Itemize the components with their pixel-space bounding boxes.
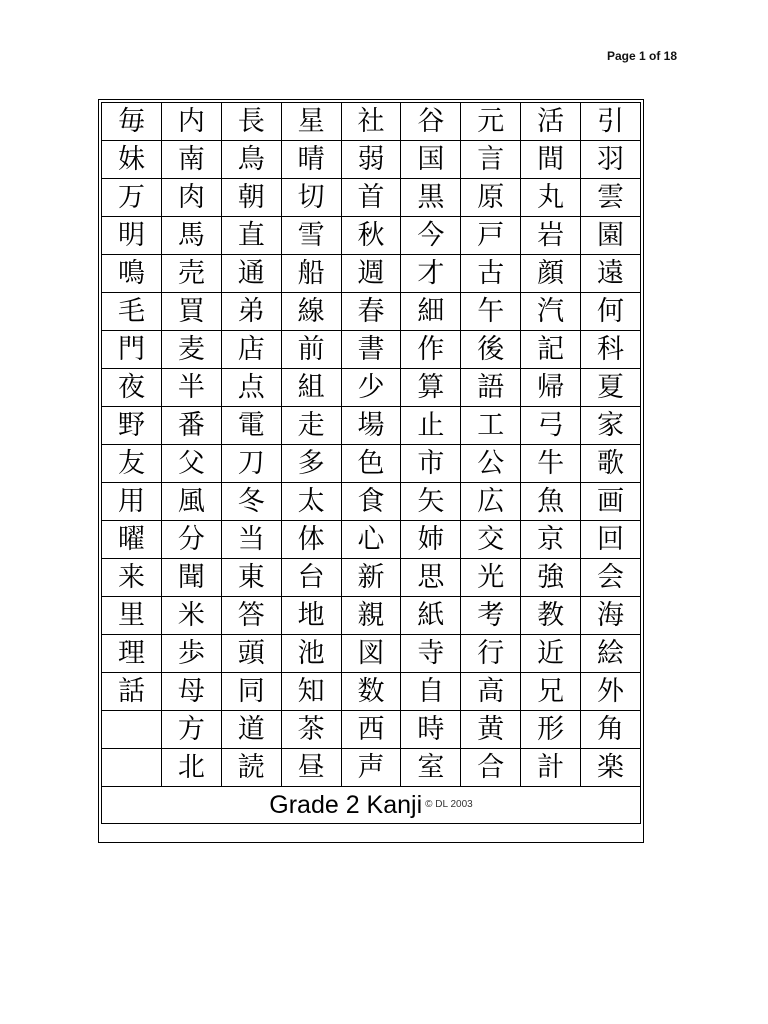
kanji-cell: 春	[341, 293, 401, 331]
kanji-row	[102, 521, 641, 559]
kanji-cell: 昼	[281, 749, 341, 787]
kanji-cell: 記	[521, 331, 581, 369]
kanji-cell: 間	[521, 141, 581, 179]
kanji-cell: 姉	[401, 521, 461, 559]
kanji-cell: 歌	[581, 445, 641, 483]
kanji-cell: 北	[161, 749, 221, 787]
kanji-cell: 店	[221, 331, 281, 369]
copyright-note: © DL 2003	[425, 799, 473, 810]
kanji-cell: 作	[401, 331, 461, 369]
kanji-cell: 書	[341, 331, 401, 369]
kanji-cell: 雪	[281, 217, 341, 255]
kanji-cell: 寺	[401, 635, 461, 673]
kanji-cell: 親	[341, 597, 401, 635]
kanji-cell: 理	[102, 635, 162, 673]
kanji-cell: 切	[281, 179, 341, 217]
kanji-cell: 公	[461, 445, 521, 483]
kanji-cell: 場	[341, 407, 401, 445]
kanji-cell: 広	[461, 483, 521, 521]
kanji-cell: 体	[281, 521, 341, 559]
kanji-cell: 分	[161, 521, 221, 559]
kanji-cell: 刀	[221, 445, 281, 483]
kanji-cell: 朝	[221, 179, 281, 217]
kanji-row	[102, 293, 641, 331]
kanji-cell: 思	[401, 559, 461, 597]
kanji-cell: 楽	[581, 749, 641, 787]
kanji-cell: 社	[341, 103, 401, 141]
kanji-cell: 前	[281, 331, 341, 369]
kanji-cell: 何	[581, 293, 641, 331]
kanji-cell: 国	[401, 141, 461, 179]
kanji-cell: 歩	[161, 635, 221, 673]
kanji-cell: 知	[281, 673, 341, 711]
kanji-cell: 活	[521, 103, 581, 141]
kanji-row	[102, 179, 641, 217]
kanji-cell: 走	[281, 407, 341, 445]
kanji-cell: 鳥	[221, 141, 281, 179]
kanji-row	[102, 331, 641, 369]
kanji-cell: 画	[581, 483, 641, 521]
kanji-sheet	[98, 99, 644, 843]
kanji-cell: 通	[221, 255, 281, 293]
kanji-cell: 元	[461, 103, 521, 141]
kanji-cell: 用	[102, 483, 162, 521]
kanji-cell: 答	[221, 597, 281, 635]
kanji-row	[102, 711, 641, 749]
kanji-cell: 角	[581, 711, 641, 749]
kanji-row	[102, 369, 641, 407]
kanji-cell: 園	[581, 217, 641, 255]
kanji-cell: 半	[161, 369, 221, 407]
kanji-row	[102, 141, 641, 179]
kanji-cell: 友	[102, 445, 162, 483]
kanji-cell: 組	[281, 369, 341, 407]
kanji-cell: 長	[221, 103, 281, 141]
kanji-cell: 里	[102, 597, 162, 635]
kanji-row	[102, 597, 641, 635]
kanji-cell: 声	[341, 749, 401, 787]
kanji-cell: 母	[161, 673, 221, 711]
kanji-cell: 東	[221, 559, 281, 597]
kanji-cell: 語	[461, 369, 521, 407]
kanji-cell: 岩	[521, 217, 581, 255]
kanji-cell: 海	[581, 597, 641, 635]
kanji-cell: 当	[221, 521, 281, 559]
kanji-cell: 肉	[161, 179, 221, 217]
kanji-cell: 魚	[521, 483, 581, 521]
kanji-cell: 回	[581, 521, 641, 559]
kanji-cell: 図	[341, 635, 401, 673]
kanji-cell: 毛	[102, 293, 162, 331]
kanji-cell: 来	[102, 559, 162, 597]
kanji-cell: 万	[102, 179, 162, 217]
kanji-cell: 兄	[521, 673, 581, 711]
kanji-cell: 麦	[161, 331, 221, 369]
kanji-cell: 会	[581, 559, 641, 597]
kanji-cell: 冬	[221, 483, 281, 521]
footer-row	[102, 787, 641, 824]
kanji-row	[102, 255, 641, 293]
kanji-cell: 心	[341, 521, 401, 559]
kanji-cell: 道	[221, 711, 281, 749]
kanji-cell: 強	[521, 559, 581, 597]
kanji-cell: 船	[281, 255, 341, 293]
kanji-cell: 丸	[521, 179, 581, 217]
kanji-cell: 牛	[521, 445, 581, 483]
kanji-cell: 顔	[521, 255, 581, 293]
kanji-cell: 才	[401, 255, 461, 293]
kanji-cell: 市	[401, 445, 461, 483]
kanji-cell: 点	[221, 369, 281, 407]
kanji-cell: 合	[461, 749, 521, 787]
kanji-cell: 高	[461, 673, 521, 711]
kanji-cell: 引	[581, 103, 641, 141]
kanji-cell: 茶	[281, 711, 341, 749]
kanji-cell: 戸	[461, 217, 521, 255]
empty-cell	[102, 711, 162, 749]
kanji-row	[102, 559, 641, 597]
kanji-cell: 汽	[521, 293, 581, 331]
kanji-cell: 雲	[581, 179, 641, 217]
kanji-cell: 工	[461, 407, 521, 445]
kanji-cell: 買	[161, 293, 221, 331]
kanji-cell: 週	[341, 255, 401, 293]
kanji-cell: 計	[521, 749, 581, 787]
kanji-cell: 西	[341, 711, 401, 749]
kanji-cell: 池	[281, 635, 341, 673]
kanji-cell: 紙	[401, 597, 461, 635]
kanji-cell: 時	[401, 711, 461, 749]
kanji-row	[102, 217, 641, 255]
kanji-cell: 南	[161, 141, 221, 179]
kanji-cell: 原	[461, 179, 521, 217]
kanji-cell: 馬	[161, 217, 221, 255]
kanji-row	[102, 749, 641, 787]
kanji-row	[102, 445, 641, 483]
kanji-cell: 矢	[401, 483, 461, 521]
kanji-cell: 光	[461, 559, 521, 597]
kanji-cell: 考	[461, 597, 521, 635]
kanji-cell: 電	[221, 407, 281, 445]
kanji-row	[102, 483, 641, 521]
kanji-cell: 止	[401, 407, 461, 445]
kanji-cell: 弟	[221, 293, 281, 331]
kanji-cell: 台	[281, 559, 341, 597]
kanji-row	[102, 407, 641, 445]
kanji-cell: 午	[461, 293, 521, 331]
kanji-cell: 番	[161, 407, 221, 445]
kanji-cell: 後	[461, 331, 521, 369]
kanji-cell: 話	[102, 673, 162, 711]
kanji-cell: 秋	[341, 217, 401, 255]
kanji-cell: 自	[401, 673, 461, 711]
sheet-title: Grade 2 Kanji	[269, 791, 423, 819]
kanji-cell: 線	[281, 293, 341, 331]
kanji-cell: 風	[161, 483, 221, 521]
kanji-cell: 妹	[102, 141, 162, 179]
kanji-cell: 明	[102, 217, 162, 255]
kanji-cell: 細	[401, 293, 461, 331]
kanji-cell: 首	[341, 179, 401, 217]
kanji-cell: 近	[521, 635, 581, 673]
kanji-cell: 晴	[281, 141, 341, 179]
kanji-cell: 今	[401, 217, 461, 255]
kanji-cell: 京	[521, 521, 581, 559]
kanji-cell: 外	[581, 673, 641, 711]
kanji-cell: 夜	[102, 369, 162, 407]
kanji-cell: 内	[161, 103, 221, 141]
kanji-cell: 鳴	[102, 255, 162, 293]
kanji-table	[101, 102, 641, 824]
kanji-cell: 野	[102, 407, 162, 445]
kanji-cell: 教	[521, 597, 581, 635]
kanji-cell: 交	[461, 521, 521, 559]
kanji-cell: 星	[281, 103, 341, 141]
kanji-cell: 言	[461, 141, 521, 179]
kanji-cell: 弓	[521, 407, 581, 445]
empty-cell	[102, 749, 162, 787]
kanji-cell: 父	[161, 445, 221, 483]
page-number: Page 1 of 18	[606, 49, 677, 63]
kanji-row	[102, 635, 641, 673]
kanji-cell: 数	[341, 673, 401, 711]
kanji-cell: 地	[281, 597, 341, 635]
kanji-cell: 米	[161, 597, 221, 635]
kanji-cell: 黒	[401, 179, 461, 217]
kanji-cell: 家	[581, 407, 641, 445]
kanji-cell: 売	[161, 255, 221, 293]
kanji-cell: 夏	[581, 369, 641, 407]
kanji-cell: 谷	[401, 103, 461, 141]
kanji-cell: 新	[341, 559, 401, 597]
kanji-cell: 室	[401, 749, 461, 787]
kanji-cell: 直	[221, 217, 281, 255]
kanji-cell: 同	[221, 673, 281, 711]
kanji-cell: 算	[401, 369, 461, 407]
kanji-cell: 頭	[221, 635, 281, 673]
kanji-cell: 多	[281, 445, 341, 483]
kanji-cell: 読	[221, 749, 281, 787]
kanji-cell: 黄	[461, 711, 521, 749]
kanji-cell: 太	[281, 483, 341, 521]
kanji-cell: 羽	[581, 141, 641, 179]
kanji-cell: 毎	[102, 103, 162, 141]
kanji-cell: 門	[102, 331, 162, 369]
kanji-row	[102, 103, 641, 141]
footer-cell	[102, 787, 641, 824]
kanji-cell: 曜	[102, 521, 162, 559]
kanji-cell: 弱	[341, 141, 401, 179]
kanji-row	[102, 673, 641, 711]
kanji-cell: 色	[341, 445, 401, 483]
kanji-cell: 古	[461, 255, 521, 293]
kanji-cell: 形	[521, 711, 581, 749]
kanji-cell: 科	[581, 331, 641, 369]
kanji-cell: 遠	[581, 255, 641, 293]
kanji-cell: 絵	[581, 635, 641, 673]
kanji-cell: 行	[461, 635, 521, 673]
kanji-cell: 聞	[161, 559, 221, 597]
kanji-cell: 食	[341, 483, 401, 521]
kanji-cell: 帰	[521, 369, 581, 407]
kanji-cell: 方	[161, 711, 221, 749]
kanji-cell: 少	[341, 369, 401, 407]
